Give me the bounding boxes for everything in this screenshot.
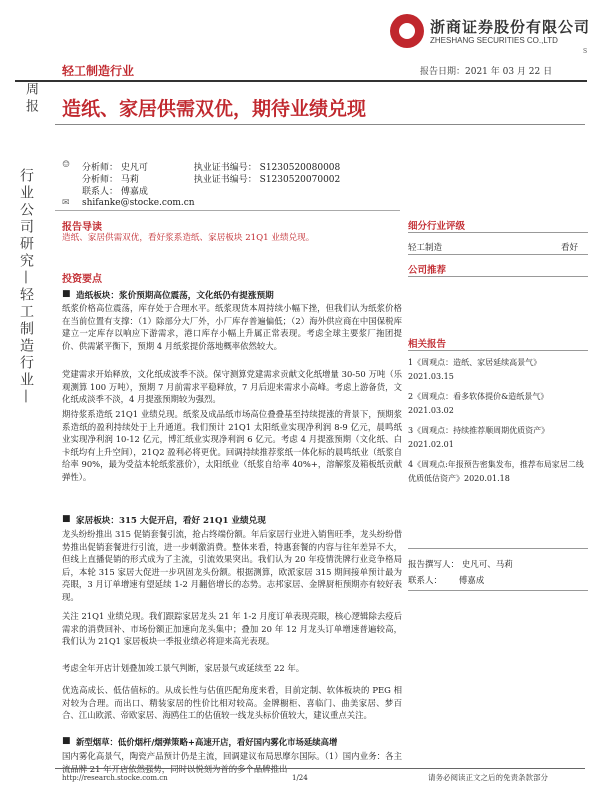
sidebar-rule — [408, 232, 588, 233]
page-title: 造纸、家居供需双优，期待业绩兑现 — [62, 98, 367, 120]
contact-row — [82, 184, 148, 197]
related-heading: 相关报告 — [408, 339, 447, 350]
page-mark: S — [583, 48, 588, 55]
guide-text: 造纸、家居供需双优，看好浆系造纸、家居板块 21Q1 业绩兑现。 — [62, 233, 315, 243]
related-title: 4《周观点:年报预告密集发布，推荐布局家居二线优质低估资产》2020.01.18 — [408, 460, 584, 483]
sidebar-rule — [408, 590, 588, 591]
related-item[interactable] — [408, 390, 588, 418]
footer-rule — [55, 768, 585, 769]
side-category-label: 行业公司研究—轻工制造行业— — [18, 168, 34, 406]
divider — [55, 210, 400, 211]
rating-heading: 细分行业评级 — [408, 221, 466, 232]
sidebar-rule — [408, 276, 588, 277]
related-item[interactable] — [408, 356, 588, 384]
guide-heading: 报告导读 — [62, 222, 102, 233]
sidebar-rule — [408, 350, 588, 351]
p2-paragraph-a: 龙头纷纷推出 315 促销套餐引流，抢占终端份额。年后家居行业进入销售旺季，龙头纷纷借势推出促销套餐进行引流，进一步刺激消费。整体来看，特惠套餐的内容与往年差异不大，但线上直播促销的形式成为了主流，引流效果突出。我们认为 20 年疫情洗牌行业竞争格局后，本轮 315 家居大促进一步巩固龙头份额。根据测算，欧派家居 315 期间接单预计最为亮眼，3 月订单增速有望延续 1-2 月翻倍增长的态势。志邦家居、金牌厨柜预期亦有较好表现。 — [62, 529, 402, 602]
related-title: 3《周观点：持续推荐顺周期优质资产》 — [408, 426, 550, 435]
analyst-name: 马莉 — [120, 175, 139, 185]
author-label: 报告撰写人： — [408, 560, 460, 570]
sidebar-rule — [408, 548, 588, 549]
p1-paragraph-b: 党建需求开始释放，文化纸成波季不淡。保守测算党建需求贡献文化纸增量 30-50 万吨（乐观测算 100 万吨），预期 7 月前需求平稳释放，7 月后迎来需求小高峰。考虑上游备货，文化纸成淡季不淡，4 月提涨预期较为强烈。 — [62, 369, 402, 405]
related-item[interactable] — [408, 424, 588, 452]
bullet-icon: ■ — [62, 736, 71, 746]
mail-icon: ✉ — [62, 198, 70, 208]
bullet-icon: ■ — [62, 289, 71, 299]
author-names: 史凡可、马莉 — [461, 560, 513, 570]
cert-label: 执业证书编号： — [193, 175, 257, 185]
cert-number: S1230520070002 — [259, 175, 341, 185]
p2-paragraph-c: 考虑全年开店计划叠加竣工景气判断，家居景气或延续至 22 年。 — [62, 663, 305, 673]
related-title: 2《周观点：看多软体提价&造纸景气》 — [408, 392, 549, 401]
rating-value: 看好 — [560, 243, 578, 253]
p2-paragraph-d: 优选高成长、低估值标的。从成长性与估值匹配角度来看，目前定制、软体板块的 PEG 相对较为合理。而出口、精装家居的性价比相对较高。金牌橱柜、喜临门、曲美家居、梦百合、江山欧派、帝欧家居、海鸥住工的估值较一线龙头标价值较大，建议重点关注。 — [62, 685, 402, 721]
related-title: 1《周观点：造纸、家居延续高景气》 — [408, 358, 542, 367]
contact-role: 联系人： — [82, 187, 119, 197]
person-icon: ☺ — [62, 160, 71, 170]
recommend-heading: 公司推荐 — [408, 265, 447, 276]
p3-heading: 新型烟草：低价烟杆/烟弹策略+高速开店，看好国内雾化市场延续高增 — [76, 737, 338, 747]
p1-paragraph-c: 期待浆系造纸 21Q1 业绩兑现。纸浆及成品纸市场高位叠叠基至持续提涨的背景下，预期浆系造纸的盈利持续处于上升通道。我们预计 21Q1 太阳纸业实现净利润 8-9 亿元，晨鸣纸业实现净利润 10-12 亿元，博汇纸业实现净利润 6 亿元。考虑 4 月提涨预期（文化纸、白卡纸均有上升空间），21Q2 盈利必将更优。回调持续推荐浆纸一体化标的晨鸣纸业（纸浆自给率 90%，最为受益本轮纸浆涨价），太阳纸业（纸浆自给率 40%+，溶解浆及箱板纸贡献弹性）。 — [62, 409, 402, 482]
analyst-name: 史凡可 — [120, 163, 148, 173]
bullet-icon: ■ — [62, 514, 71, 524]
header-rule — [15, 80, 587, 82]
cert-number: S1230520080008 — [259, 163, 341, 173]
rating-sector: 轻工制造 — [408, 243, 443, 253]
p3-paragraph-a: 国内雾化高景气，陶瓷产品预计仍是主流，回调建议布局思摩尔国际。（1）国内业务：各主 — [62, 751, 402, 761]
contact-name: 傅嘉成 — [120, 187, 148, 197]
related-list — [408, 356, 588, 486]
title-rule — [55, 124, 585, 125]
analyst-role: 分析师： — [82, 175, 119, 185]
logo-mark-icon — [390, 14, 424, 48]
rating-row — [408, 241, 588, 253]
industry-tag: 轻工制造行业 — [62, 64, 135, 78]
related-item[interactable] — [408, 458, 588, 486]
related-date: 2021.03.15 — [408, 372, 454, 381]
company-name-en: ZHESHANG SECURITIES CO.,LTD — [430, 36, 558, 45]
related-date: 2021.03.02 — [408, 406, 454, 415]
p1-heading: 造纸板块：浆价预期高位震荡，文化纸仍有提涨预期 — [76, 291, 274, 301]
page-number: 1/24 — [292, 774, 308, 782]
p2-paragraph-b: 关注 21Q1 业绩兑现。我们跟踪家居龙头 21 年 1-2 月度订单表现亮眼，核心逻辑除去疫后需求的消费回补、市场份额正加速向龙头集中；叠加 20 年 12 月龙头订单增速普遍较高，我们认为 21Q1 家居板块一季报业绩必将迎来高光表现。 — [62, 611, 402, 647]
footer-disclaimer: 请务必阅读正文之后的免责条款部分 — [428, 773, 548, 782]
report-date: 报告日期：2021 年 03 月 22 日 — [420, 67, 553, 77]
points-heading: 投资要点 — [62, 274, 102, 285]
report-type-label: 周报 — [23, 82, 38, 116]
analyst-role: 分析师： — [82, 163, 119, 173]
footer-url[interactable]: http://research.stocke.com.cn — [62, 774, 168, 782]
author-row — [408, 558, 588, 570]
cert-label: 执业证书编号： — [193, 163, 257, 173]
contact-label: 联系人： — [408, 576, 443, 586]
related-date: 2021.02.01 — [408, 440, 454, 449]
email[interactable]: shifanke@stocke.com.cn — [82, 198, 195, 208]
p1-paragraph-a: 纸浆价格高位震荡，库存处于合理水平。纸浆现货本周持续小幅下挫，但我们认为纸浆价格在当前位置有支撑：（1）除部分大厂外，小厂库存普遍偏低；（2）海外供应商在中国保税库建立一定库存以响应下游需求，港口库存小幅上升属正常表现。考虑全球主要浆厂拖团提价、供需紧平衡下，预期 4 月纸浆提价落地概率依然较大。 — [62, 303, 402, 351]
company-logo — [390, 10, 590, 50]
p2-heading: 家居板块：315 大促开启，看好 21Q1 业绩兑现 — [76, 516, 266, 526]
contact-name: 傅嘉成 — [458, 576, 485, 586]
sidebar-rule — [408, 254, 588, 255]
company-name-cn: 浙商证券股份有限公司 — [430, 18, 591, 36]
contact-row — [408, 574, 588, 586]
